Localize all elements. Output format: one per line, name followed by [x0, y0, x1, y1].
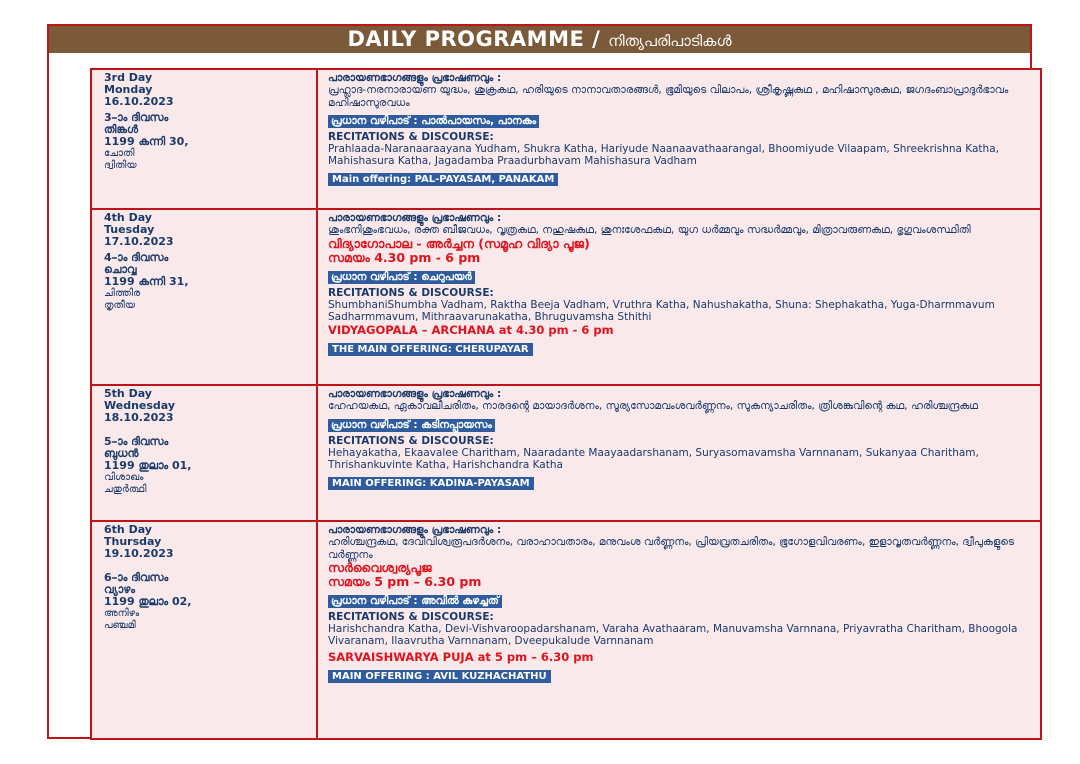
date: 17.10.2023	[104, 235, 174, 248]
weekday: Wednesday	[104, 399, 176, 412]
ml-body: ഹേഹയകഥ, ഏകാവലീചരിതം, നാരദന്റെ മായാദർശനം, സൂര്യസോമവംശവർണ്ണനം, സുകന്യാചരിതം, ത്രിശങ്കുവിന്റെ കഥ, ഹരിശ്ചന്ദ്രകഥ	[328, 400, 979, 412]
weekday: Tuesday	[104, 223, 155, 236]
title-separator: /	[584, 27, 609, 51]
page-header	[49, 26, 1030, 53]
title-english: DAILY PROGRAMME	[347, 27, 585, 51]
day-row	[92, 210, 1040, 386]
ml-day-number: 5–ാം ദിവസം	[104, 435, 169, 448]
ml-weekday: തിങ്കൾ	[104, 123, 138, 136]
ml-body: ഹരിശ്ചന്ദ്രകഥ, ദേവീവിശ്വരൂപദർശനം, വരാഹാവതാരം, മനുവംശ വർണ്ണനം, പ്രിയവ്രതചരിതം, ഭൂഗോളവിവരണം, ഇളാവൃതവർണ്ണനം, ദ്വീപുകളുടെ വർണ്ണനം	[328, 536, 1015, 561]
ml-heading: പാരായണഭാഗങ്ങളും പ്രഭാഷണവും :	[328, 212, 502, 224]
ml-tithi: ദ്വിതിയ	[104, 160, 137, 171]
weekday: Thursday	[104, 535, 162, 548]
ml-day-number: 4–ാം ദിവസം	[104, 251, 169, 264]
date: 19.10.2023	[104, 547, 174, 560]
main-offering: THE MAIN OFFERING: CHERUPAYAR	[328, 343, 533, 356]
day-cell	[92, 386, 318, 520]
day-number: 3rd Day	[104, 71, 153, 84]
day-cell	[92, 210, 318, 384]
title-malayalam: നിത്യപരിപാടികൾ	[608, 32, 732, 50]
main-offering: MAIN OFFERING : AVIL KUZHACHATHU	[328, 670, 551, 683]
recitations-heading: RECITATIONS & DISCOURSE:	[328, 131, 494, 143]
description-cell	[324, 386, 1040, 520]
special-pooja-ml: സർവൈശ്വര്യപൂജ	[328, 560, 432, 575]
day-cell	[92, 522, 318, 738]
main-offering: MAIN OFFERING: KADINA-PAYASAM	[328, 477, 534, 490]
day-cell	[92, 70, 318, 208]
date: 18.10.2023	[104, 411, 174, 424]
ml-weekday: ചൊവ്വ	[104, 263, 137, 276]
ml-date: 1199 കന്നി 31,	[104, 275, 189, 288]
ml-offering: പ്രധാന വഴിപാട് : പാൽപായസം, പാനകം	[328, 115, 539, 128]
ml-weekday: ബുധൻ	[104, 447, 139, 460]
ml-offering: പ്രധാന വഴിപാട് : ചെറുപയർ	[328, 271, 475, 284]
ml-offering: പ്രധാന വഴിപാട് : അവിൽ കുഴച്ചത്	[328, 595, 502, 608]
day-number: 6th Day	[104, 523, 152, 536]
day-row	[92, 386, 1040, 522]
special-pooja-time-ml: സമയം 5 pm – 6.30 pm	[328, 574, 482, 589]
ml-date: 1199 തുലാം 02,	[104, 595, 192, 608]
recitations-body: Hehayakatha, Ekaavalee Charitham, Naaradante Maayaadarshanam, Suryasomavamsha Varnnanam, Sukanyaa Charitham, Thrishankuvinte Katha, Harishchandra Katha	[328, 446, 979, 471]
recitations-heading: RECITATIONS & DISCOURSE:	[328, 434, 494, 447]
ml-tithi: പഞ്ചമി	[104, 620, 136, 631]
ml-star: ചോതി	[104, 148, 135, 159]
recitations-heading: RECITATIONS & DISCOURSE:	[328, 286, 494, 299]
ml-star: അനിഴം	[104, 608, 140, 619]
day-row	[92, 522, 1040, 738]
special-pooja-en: SARVAISHWARYA PUJA at 5 pm – 6.30 pm	[328, 650, 594, 665]
date: 16.10.2023	[104, 95, 174, 108]
description-cell	[324, 522, 1040, 738]
ml-heading: പാരായണഭാഗങ്ങളും പ്രഭാഷണവും :	[328, 524, 502, 536]
description-cell	[324, 70, 1040, 208]
main-offering: Main offering: PAL-PAYASAM, PANAKAM	[328, 173, 558, 186]
ml-body: പ്രഹ്ലാദ-നരനാരായണ യുദ്ധം, ശുക്രകഥ, ഹരിയുടെ നാനാവതാരങ്ങൾ, ഭൂമിയുടെ വിലാപം, ശ്രീകൃഷ്ണകഥ , മഹിഷാസുരകഥ, ജഗദംബാപ്രാദുർഭാവം മഹിഷാസുരവധം	[328, 84, 1009, 109]
special-pooja-ml: വിദ്യാഗോപാല - അർച്ചന (സമൂഹ വിദ്യാ പൂജ)	[328, 235, 590, 251]
programme-frame	[47, 24, 1032, 739]
ml-tithi: തൃതീയ	[104, 300, 136, 311]
recitations-body: ShumbhaniShumbha Vadham, Raktha Beeja Vadham, Vruthra Katha, Nahushakatha, Shuna: Shephakatha, Yuga-Dharmmavum Sadharmmavum, Mithraavarunakatha, Bhruguvamsha Sthithi	[328, 298, 995, 323]
weekday: Monday	[104, 83, 153, 96]
ml-body: ശുംഭനിശുംഭവധം, രക്ത ബീജവധം, വൃത്രകഥ, നഹുഷകഥ, ശുനഃശേഫകഥ, യുഗ ധർമ്മവും സദ്ധർമ്മവും, മിത്രാവരുണകഥ, ഭൃഗുവംശസ്ഥിതി	[328, 224, 971, 236]
recitations-heading: RECITATIONS & DISCOURSE:	[328, 611, 494, 623]
ml-heading: പാരായണഭാഗങ്ങളും പ്രഭാഷണവും :	[328, 388, 502, 400]
ml-date: 1199 കന്നി 30,	[104, 135, 189, 148]
recitations-body: Prahlaada-Naranaaraayana Yudham, Shukra Katha, Hariyude Naanaavathaarangal, Bhoomiyude Vilaapam, Shreekrishna Katha, Mahishasura Katha, Jagadamba Praadurbhavam Mahishasura Vadham	[328, 143, 999, 168]
ml-offering: പ്രധാന വഴിപാട് : കടിനപ്പായസം	[328, 419, 495, 432]
ml-weekday: വ്യാഴം	[104, 583, 136, 596]
recitations-body: Harishchandra Katha, Devi-Vishvaroopadarshanam, Varaha Avathaaram, Manuvamsha Varnnana, Priyavratha Charitham, Bhoogola Vivaranam, Ilaavrutha Varnnanam, Dveepukalude Varnnanam	[328, 623, 1018, 648]
day-number: 5th Day	[104, 387, 152, 400]
special-pooja-en: VIDYAGOPALA – ARCHANA at 4.30 pm - 6 pm	[328, 322, 614, 337]
ml-day-number: 6–ാം ദിവസം	[104, 571, 169, 584]
ml-star: വിശാഖം	[104, 472, 144, 483]
ml-day-number: 3–ാം ദിവസം	[104, 111, 169, 124]
ml-tithi: ചതുർത്ഥി	[104, 484, 147, 495]
ml-heading: പാരായണഭാഗങ്ങളും പ്രഭാഷണവും :	[328, 72, 502, 84]
ml-date: 1199 തുലാം 01,	[104, 459, 192, 472]
day-row	[92, 70, 1040, 210]
day-number: 4th Day	[104, 211, 152, 224]
ml-star: ചിത്തിര	[104, 288, 141, 299]
programme-table	[90, 68, 1042, 740]
special-pooja-time-ml: സമയം 4.30 pm - 6 pm	[328, 249, 481, 265]
description-cell	[324, 210, 1040, 384]
